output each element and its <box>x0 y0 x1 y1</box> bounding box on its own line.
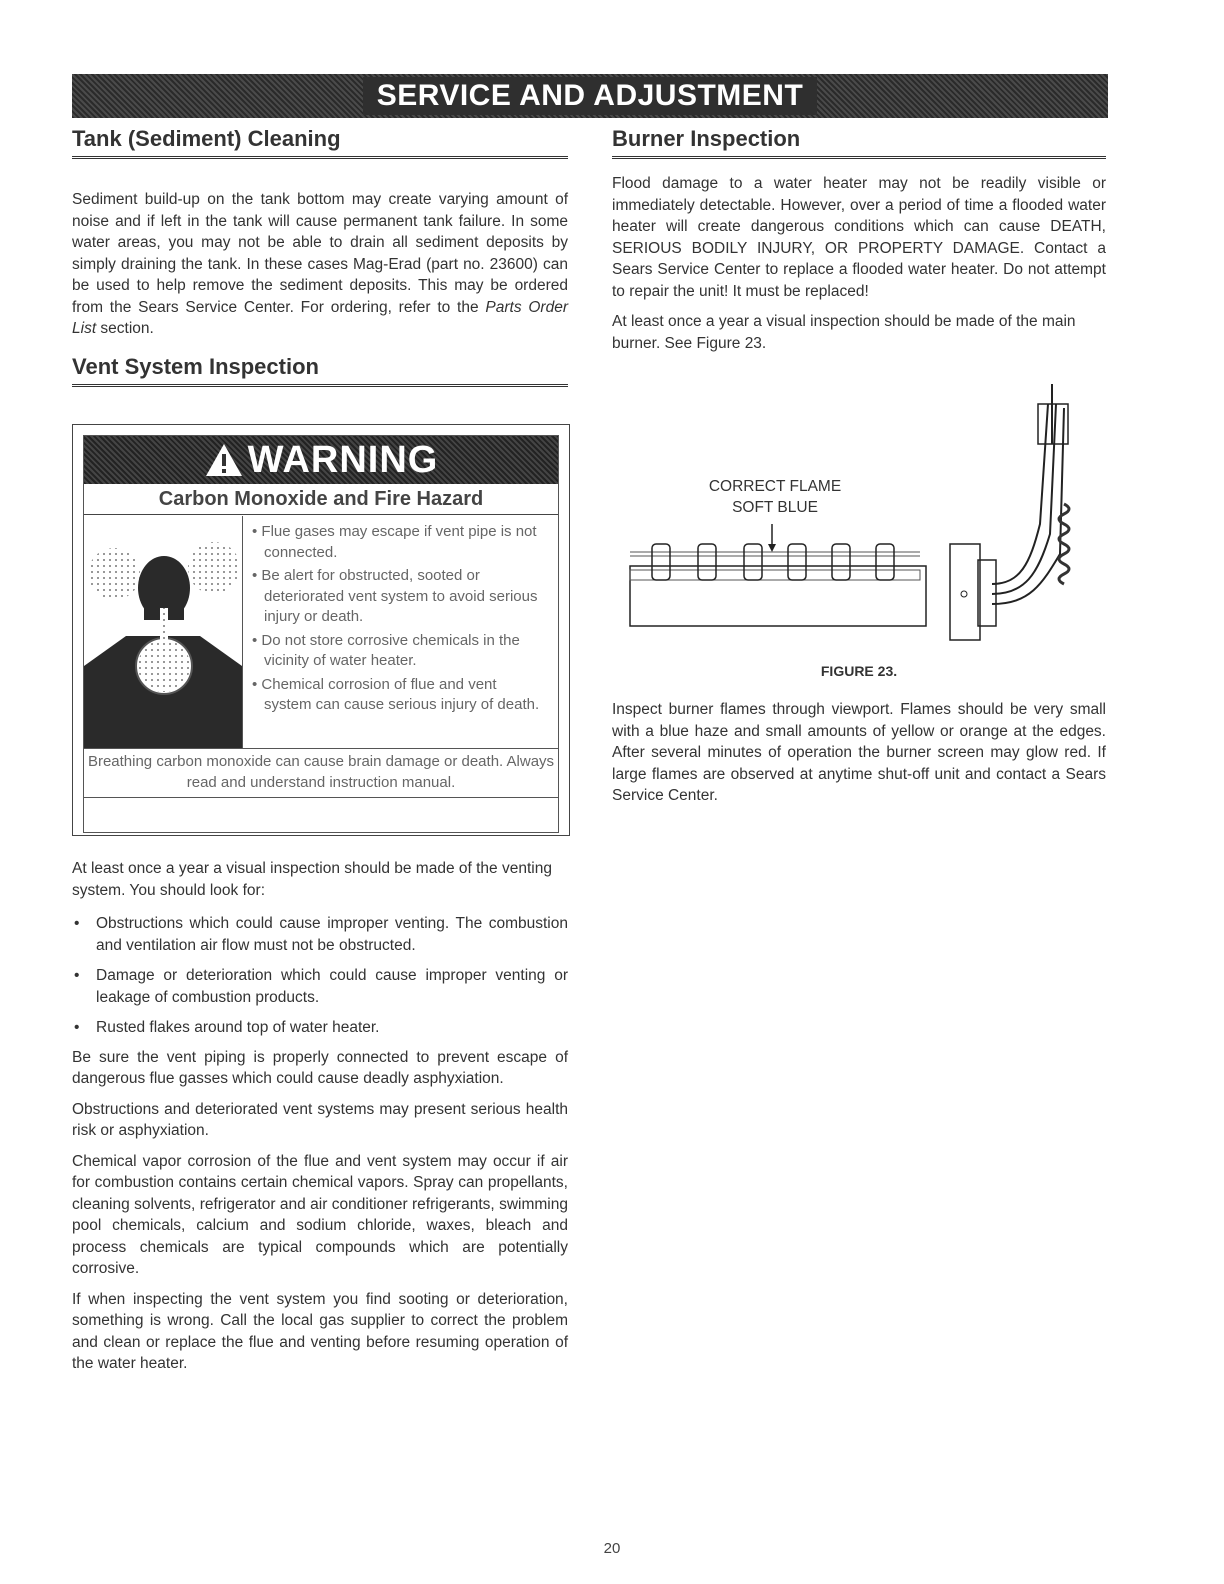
vent-paragraph: Obstructions and deteriorated vent systems may present serious health risk or asphyxiation. <box>72 1100 568 1139</box>
burner-flame-text <box>612 699 1106 807</box>
burner-inspection-section <box>612 126 1106 354</box>
warning-item: • Do not store corrosive chemicals in the vicinity of water heater. <box>252 631 520 669</box>
figure-23 <box>620 384 1080 654</box>
burner-paragraph: Flood damage to a water heater may not be readily visible or immediately detectable. However, over a period of time a flooded water heater will create dangerous conditions which can cause DEATH, SERIOUS BODILY INJURY, OR PROPERTY DAMAGE. Contact a Sears Service Center to replace a flooded water heater. Do not attempt to repair the unit! It must be replaced! <box>612 175 1106 300</box>
warning-item: • Chemical corrosion of flue and vent system can cause serious injury of death. <box>252 675 540 713</box>
warning-subtitle: Carbon Monoxide and Fire Hazard <box>84 484 558 515</box>
vent-inspection-heading: Vent System Inspection <box>72 354 568 387</box>
warning-item: • Flue gases may escape if vent pipe is not connected. <box>252 523 537 561</box>
burner-paragraph: At least once a year a visual inspection should be made of the main burner. See Figure 23. <box>612 313 1076 352</box>
section-title: SERVICE AND ADJUSTMENT <box>363 77 818 115</box>
page-number: 20 <box>603 1540 621 1557</box>
tank-cleaning-heading: Tank (Sediment) Cleaning <box>72 126 568 159</box>
warning-box <box>72 424 570 836</box>
warning-footer: Breathing carbon monoxide can cause brain damage or death. Always read and understand instruction manual. <box>84 748 558 798</box>
vent-intro: At least once a year a visual inspection should be made of the venting system. You should look for: <box>72 860 552 899</box>
tank-cleaning-section <box>72 126 568 387</box>
list-item: • Obstructions which could cause improper venting. The combustion and ventilation air flow must not be obstructed. <box>72 913 568 956</box>
list-item: • Rusted flakes around top of water heater. <box>72 1017 568 1039</box>
burner-inspection-heading: Burner Inspection <box>612 126 1106 159</box>
carbon-monoxide-hazard-icon <box>84 516 243 748</box>
tank-cleaning-paragraph: Sediment build-up on the tank bottom may create varying amount of noise and if left in the tank will cause permanent tank failure. In some water areas, you may not be able to drain all sediment deposits by simply draining the tank. In these cases Mag-Erad (part no. 23600) can be used to help remove the sediment deposits. This may be ordered from the Sears Service Center. For ordering, refer to the Parts Order List section. <box>72 191 568 337</box>
vent-paragraph: Chemical vapor corrosion of the flue and vent system may occur if air for combustion contains certain chemical vapors. Spray can propellants, cleaning solvents, refrigerator and air conditioner refrigerants, swimming pool chemicals, calcium and sodium chloride, waxes, bleach and process chemicals are typical compounds which are potentially corrosive. <box>72 1152 568 1277</box>
warning-header <box>84 436 558 484</box>
warning-item: • Be alert for obstructed, sooted or deteriorated vent system to avoid serious injury or death. <box>252 567 538 625</box>
figure-label: CORRECT FLAME SOFT BLUE <box>708 478 842 516</box>
vent-check-list <box>72 913 568 1039</box>
section-banner <box>72 74 1108 118</box>
vent-paragraph: Be sure the vent piping is properly connected to prevent escape of dangerous flue gasses which could cause deadly asphyxiation. <box>72 1048 568 1087</box>
burner-diagram <box>620 384 1080 654</box>
warning-list <box>252 522 548 719</box>
list-item: • Damage or deterioration which could cause improper venting or leakage of combustion products. <box>72 965 568 1008</box>
vent-inspection-body <box>72 858 568 1375</box>
burner-paragraph: Inspect burner flames through viewport. Flames should be very small with a blue haze and small amounts of yellow or orange at the edges. After several minutes of operation the burner screen may glow red. If large flames are observed at anytime shut-off unit and contact a Sears Service Center. <box>612 701 1106 804</box>
warning-triangle-icon <box>204 442 244 478</box>
vent-paragraph: If when inspecting the vent system you find sooting or deterioration, something is wrong. Call the local gas supplier to correct the problem and clean or replace the flue and venting before resuming operation of the water heater. <box>72 1290 568 1372</box>
warning-title: WARNING <box>247 438 439 481</box>
figure-caption: FIGURE 23. <box>820 663 898 679</box>
